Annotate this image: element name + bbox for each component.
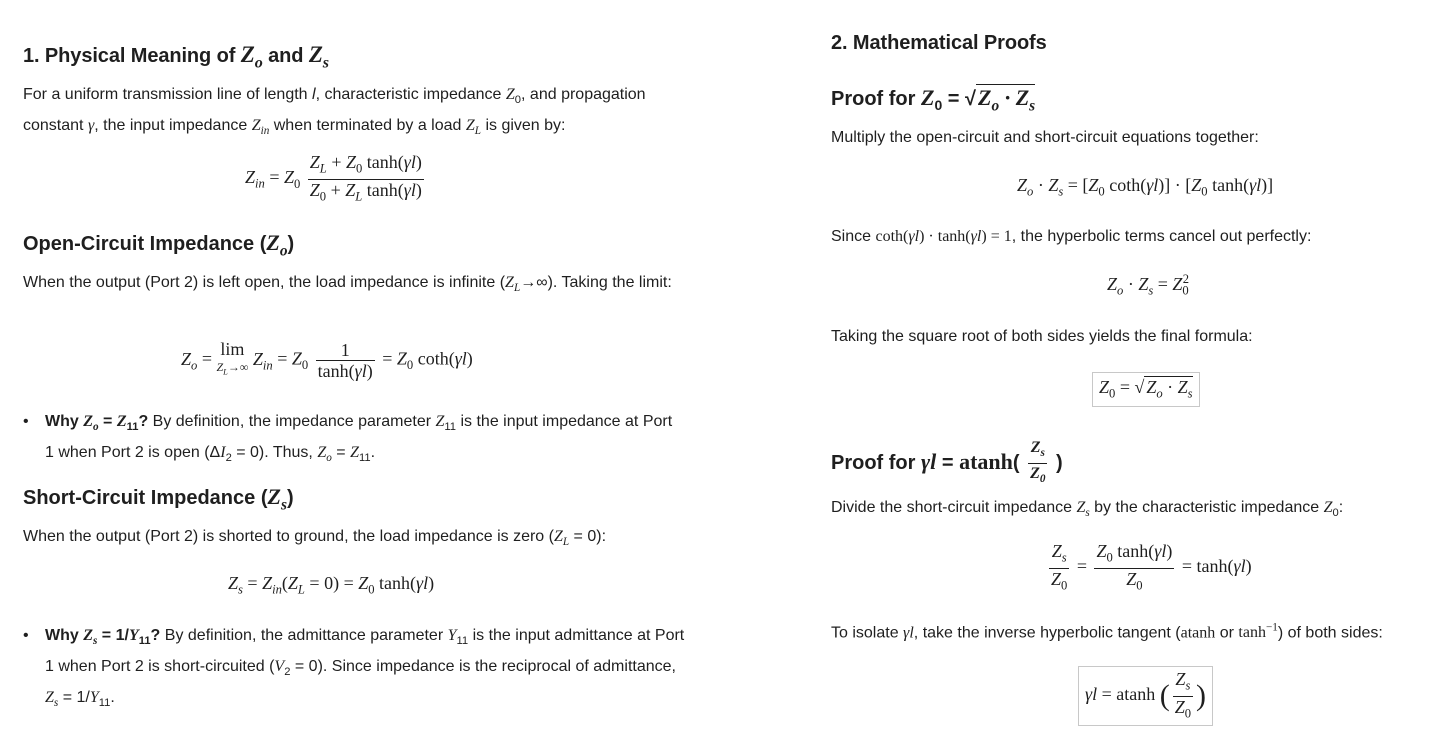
bullet-why-zo-z11: • Why $Z_o = Z_{11}$? By definition, the impedance parameter $Z_{11}$ is the input impedance at Port 1 when Port 2 is open $(\Delta I_2 = 0)$. Thus, $Z_o = Z_{11}$.	[45, 409, 685, 471]
equation-final-gamma-l: γl = atanh ( $\frac{Z_s}{Z_0}$ )	[1078, 666, 1213, 726]
equation-zs: $Z_s = Z_{in}(Z_L = 0) = Z_0$ tanh(γl)	[228, 573, 435, 597]
equation-final-z0: $Z_0$ = √ $Z_o \cdot Z_s$	[1092, 372, 1200, 407]
equation-z0-squared: $Z_o \cdot Z_s = Z_0^2$	[1107, 272, 1189, 298]
heading-proof-z0: Proof for $Z_0 = √Z_o \cdot Z_s$	[831, 85, 1036, 115]
divide-paragraph: Divide the short-circuit impedance $Z_s$ by the characteristic impedance $Z_0$:	[831, 499, 1344, 520]
heading-open-circuit: Open-Circuit Impedance $(Z_o)$	[23, 230, 295, 260]
equation-zo-limit: $Z_o = \lim$ $Z_L\to\infty$ $Z_{in} = Z_0$ $\frac{1}{\tanh(\gamma l)}$ = $Z_0$ coth(γl)	[181, 338, 473, 381]
equation-ratio: $\frac{Z_s}{Z_0}$ = $\frac{Z_0 \tanh(\gamma l)}{Z_0}$ = tanh(γl)	[1051, 541, 1252, 593]
since-paragraph: Since coth(γl) · tanh(γl) = 1, the hyperbolic terms cancel out perfectly:	[831, 228, 1312, 245]
short-circuit-paragraph: When the output (Port 2) is shorted to ground, the load impedance is zero $(Z_L = 0)$:	[23, 528, 607, 549]
heading-short-circuit: Short-Circuit Impedance $(Z_s)$	[23, 484, 294, 514]
equation-product: $Z_o \cdot Z_s = [Z_0$ $\cot h(\gamma l)] \cdot [Z_0$ tanh(γl)]	[1017, 175, 1274, 199]
intro-paragraph: For a uniform transmission line of length l, characteristic impedance $Z_0$, and propagation constant γ, the input impedance $Z_{in}$ when terminated by a load $Z_L$ is given by:	[23, 86, 646, 138]
multiply-paragraph: Multiply the open-circuit and short-circuit equations together:	[831, 129, 1259, 146]
section-heading-physical-meaning: 1. Physical Meaning of $Z_o$ and $Z_s$	[23, 42, 329, 72]
equation-zin: $Z_{in} = Z_0$ $\frac{Z_L + Z_0 \tanh(\gamma l)}{Z_0 + Z_L \tanh(\gamma l)}$	[245, 152, 422, 204]
sqrt-paragraph: Taking the square root of both sides yields the final formula:	[831, 328, 1253, 345]
heading-proof-gamma-l: Proof for γl = atanh( $\frac{Z_s}{Z_0}$ )	[831, 439, 1063, 486]
section-heading-proofs: 2. Mathematical Proofs	[831, 32, 1047, 54]
bullet-why-zs-y11: • Why $Z_s = 1/Y_{11}$? By definition, the admittance parameter $Y_{11}$ is the input admittance at Port 1 when Port 2 is short-circuited $(V_2 = 0)$. Since impedance is the reciprocal of admittance, $Z_s = 1/Y_{11}$.	[45, 623, 685, 717]
isolate-paragraph: To isolate γl, take the inverse hyperbolic tangent (atanh or $\tanh^{-1}$) of both sides:	[831, 622, 1383, 642]
open-circuit-paragraph: When the output (Port 2) is left open, the load impedance is infinite $(Z_L\to\infty)$. Taking the limit:	[23, 274, 672, 295]
